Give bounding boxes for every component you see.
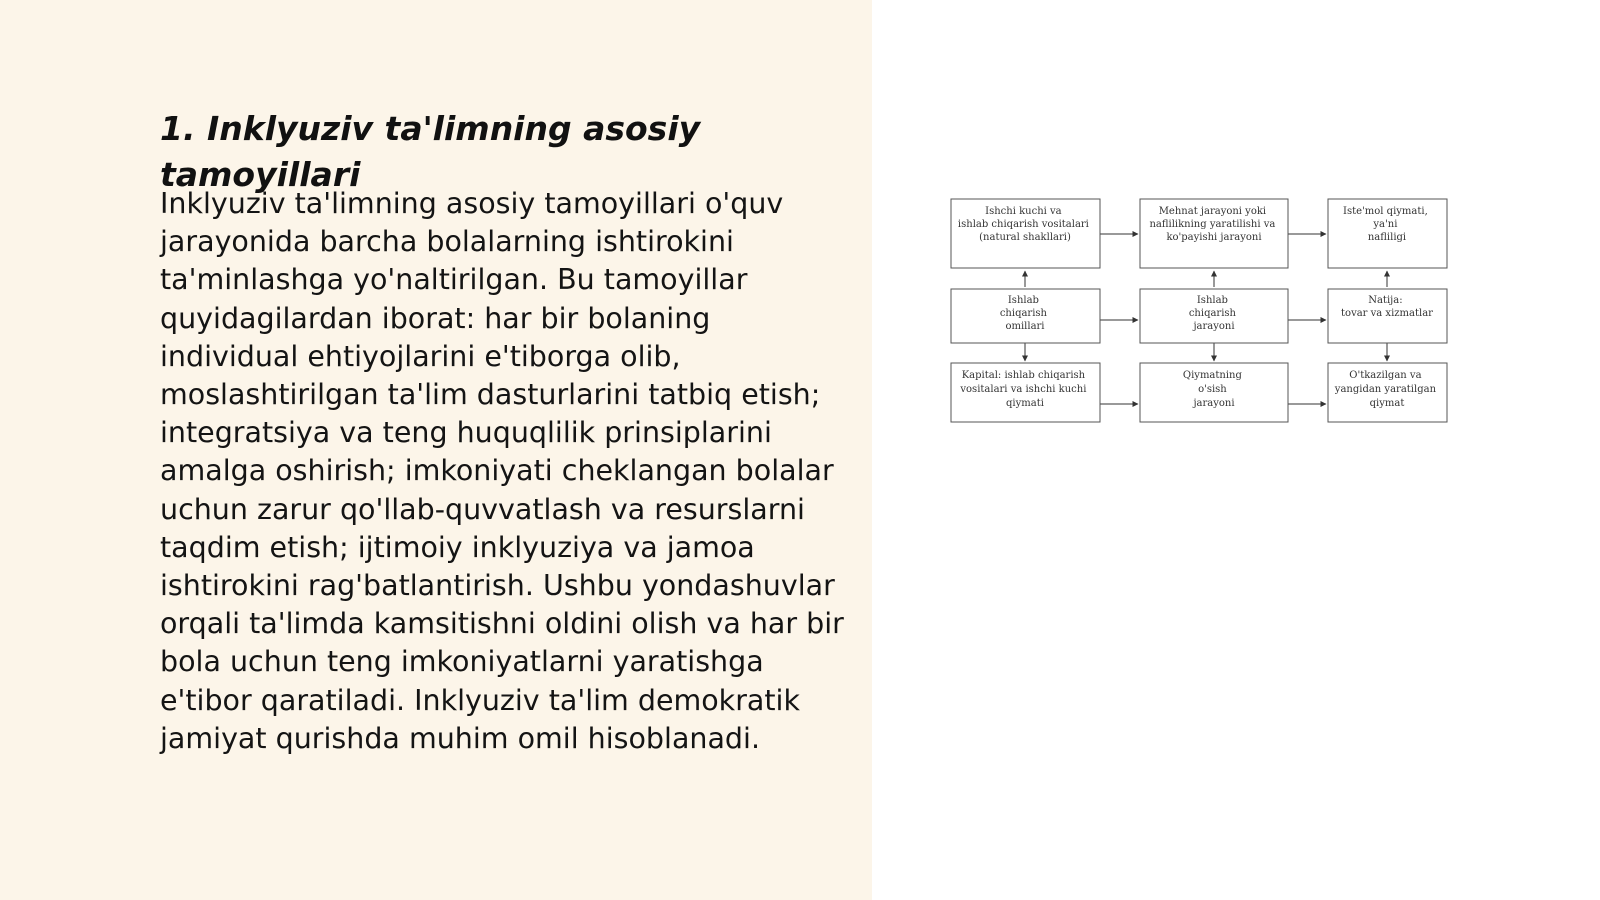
svg-text:Ishlab chiqarish j: Ishlab chiqarish jarayoni xyxy=(1188,295,1236,332)
node-capital xyxy=(951,363,1100,422)
node-use-value xyxy=(1328,199,1447,268)
node-production-process xyxy=(1140,289,1288,343)
node-value-growth-process xyxy=(1140,363,1288,422)
svg-text:Ishchi kuchi va ishlab c: Ishchi kuchi va ishlab chiqarish vositalari (natural shakllari) xyxy=(957,206,1089,243)
diagram-panel xyxy=(872,0,1600,900)
svg-text:Ishlab chiqarish o: Ishlab chiqarish omillari xyxy=(999,295,1047,332)
node-production-factors xyxy=(951,289,1100,343)
flow-diagram xyxy=(950,198,1452,428)
node-labor-and-means-natural xyxy=(951,199,1100,268)
node-transferred-new-value xyxy=(1328,363,1447,422)
svg-text:Iste'mol qiymati, ya'ni: Iste'mol qiymati, ya'ni nafliligi xyxy=(1343,206,1428,243)
slide-body-text: Inklyuziv ta'limning asosiy tamoyillari o'quv jarayonida barcha bolalarning ishtirokini ta'minlashga yo'naltirilgan. Bu tamoyillar quyidagilardan iborat: har bir bolaning individual ehtiyojlarini e'tiborga olib, moslashtirilgan ta'lim dasturlarini tatbiq etish; integratsiya va teng huquqlilik prinsiplarini amalga oshirish; imkoniyati cheklangan bolalar uchun zarur qo'llab-quvvatlash va resurslarni taqdim etish; ijtimoiy inklyuziya va jamoa ishtirokini rag'batlantirish. Ushbu yondashuvlar orqali ta'limda kamsitishni oldini olish va har bir bola uchun teng imkoniyatlarni yaratishga e'tibor qaratiladi. Inklyuziv ta'lim demokratik jamiyat qurishda muhim omil hisoblanadi. xyxy=(160,187,844,755)
slide-title: 1. Inklyuziv ta'limning asosiy tamoyillari xyxy=(160,109,701,194)
node-labor-process xyxy=(1140,199,1288,268)
svg-text:Qiymatning o'sish: Qiymatning o'sish jarayoni xyxy=(1182,370,1242,409)
svg-text:O'tkazilgan va yangidan: O'tkazilgan va yangidan yaratilgan qiymat xyxy=(1334,370,1437,409)
node-result-goods-services xyxy=(1328,289,1447,343)
svg-text:Natija: tovar va xizmatl: Natija: tovar va xizmatlar xyxy=(1341,295,1433,319)
svg-text:Mehnat jarayoni yoki naf: Mehnat jarayoni yoki naflilikning yaratilishi va ko'payishi jarayoni xyxy=(1149,206,1276,243)
svg-text:Kapital: ishlab chiqarish: Kapital: ishlab chiqarish vositalari va ishchi kuchi qiymati xyxy=(960,370,1087,409)
